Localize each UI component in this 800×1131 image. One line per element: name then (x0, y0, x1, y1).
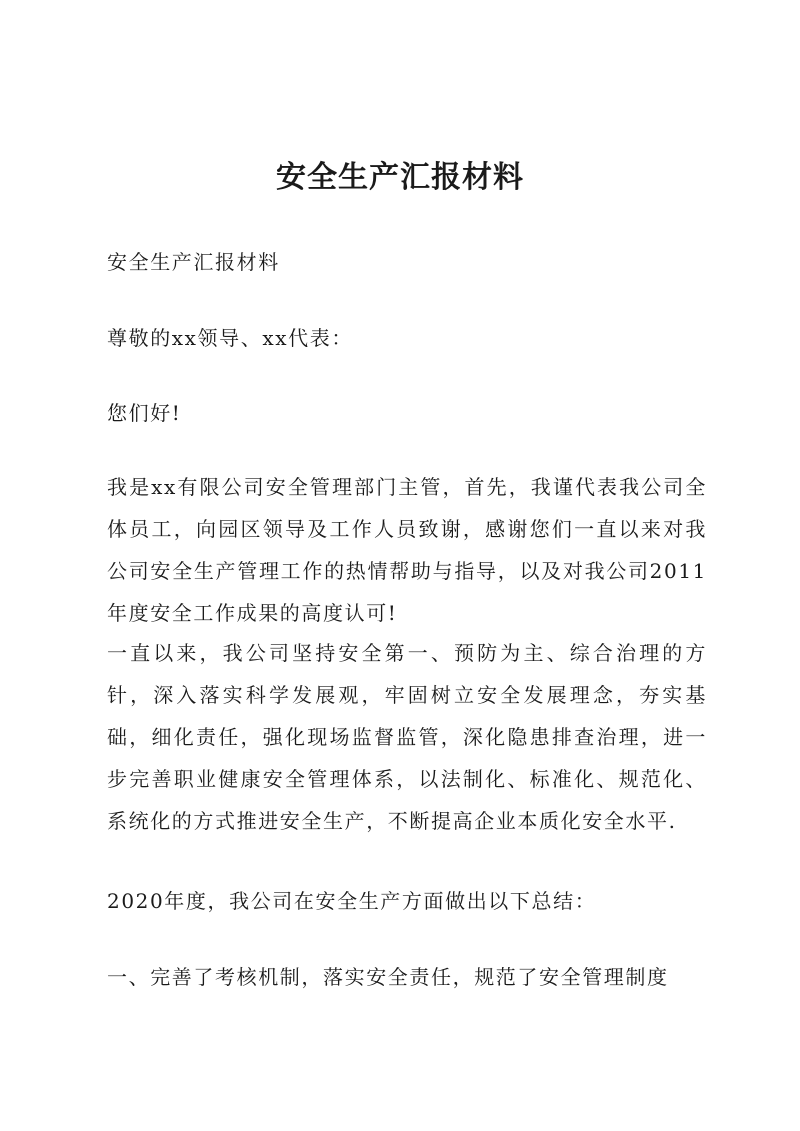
document-title: 安全生产汇报材料 (276, 160, 524, 195)
greeting: 您们好! (107, 401, 182, 425)
summary-paragraph: 2020年度，我公司在安全生产方面做出以下总结： (107, 889, 597, 913)
section-heading-1: 一、完善了考核机制，落实安全责任，规范了安全管理制度 (107, 965, 669, 989)
policy-paragraph: 一直以来，我公司坚持安全第一、预防为主、综合治理的方针，深入落实科学发展观，牢固树立安全发展理念，夯实基础，细化责任，强化现场监督监管，深化隐患排查治理，进一步完善职业健康安全管理体系，以法制化、标准化、规范化、系统化的方式推进安全生产，不断提高企业本质化安全水平. (107, 641, 707, 833)
intro-paragraph: 我是xx有限公司安全管理部门主管，首先，我谨代表我公司全体员工，向园区领导及工作人员致谢，感谢您们一直以来对我公司安全生产管理工作的热情帮助与指导，以及对我公司2011年度安全工作成果的高度认可! (107, 475, 707, 625)
salutation: 尊敬的xx领导、xx代表： (107, 326, 353, 350)
document-subtitle: 安全生产汇报材料 (107, 250, 280, 274)
